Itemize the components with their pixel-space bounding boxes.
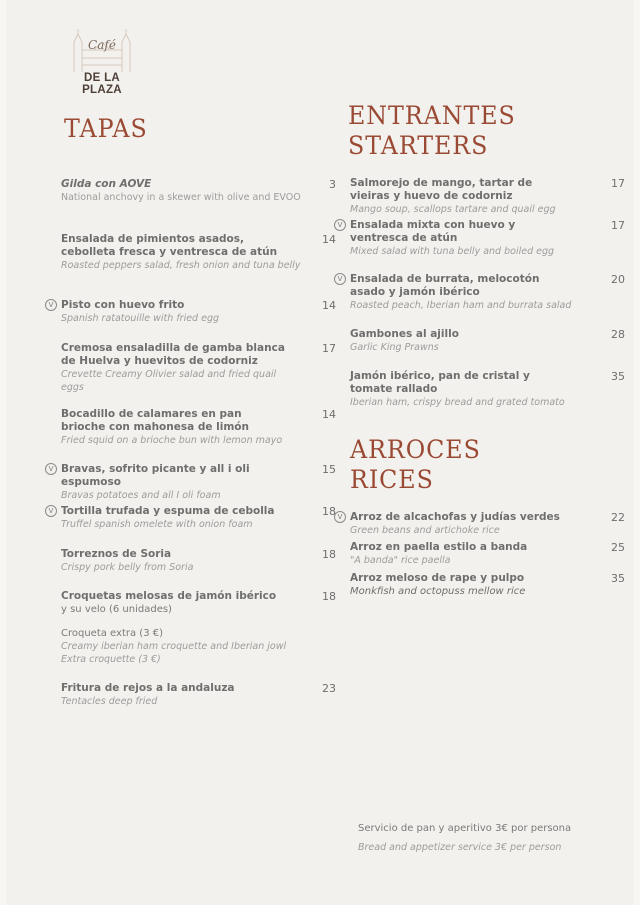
item-price: 17 xyxy=(611,177,625,190)
item-price: 14 xyxy=(322,233,336,246)
item-price: 22 xyxy=(611,511,625,524)
item-price: 17 xyxy=(611,219,625,232)
vegetarian-icon: V xyxy=(334,219,346,231)
starters-title-en: STARTERS xyxy=(348,131,489,160)
vegetarian-icon: V xyxy=(334,273,346,285)
menu-item xyxy=(350,541,625,567)
item-name: Torreznos de Soria xyxy=(61,548,172,560)
menu-item xyxy=(350,328,625,354)
item-name: Jamón ibérico, pan de cristal y tomate rallado xyxy=(350,370,530,395)
item-desc: Truffel spanish omelete with onion foam xyxy=(61,519,253,530)
cafe-logo xyxy=(66,28,138,96)
menu-item xyxy=(61,233,336,272)
item-desc: Green beans and artichoke rice xyxy=(350,525,500,536)
item-price: 28 xyxy=(611,328,625,341)
item-name: Pisto con huevo frito xyxy=(61,299,185,311)
rices-title-es: ARROCES xyxy=(350,435,481,464)
starters-title-es: ENTRANTES xyxy=(348,101,516,130)
item-name: Bocadillo de calamares en pan brioche con mahonesa de limón xyxy=(61,408,249,433)
item-name: Bravas, sofrito picante y all i oli espumoso xyxy=(61,463,250,488)
item-price: 35 xyxy=(611,370,625,383)
menu-item xyxy=(61,408,336,447)
item-desc: Iberian ham, crispy bread and grated tomato xyxy=(350,397,565,408)
item-extra: Croqueta extra (3 €) xyxy=(61,628,163,639)
menu-item xyxy=(350,177,625,216)
starters-title xyxy=(348,101,516,161)
menu-item xyxy=(48,299,336,325)
item-desc: National anchovy in a skewer with olive and EVOO xyxy=(61,192,301,203)
menu-item xyxy=(337,219,625,258)
menu-item xyxy=(61,342,336,394)
menu-item xyxy=(61,548,336,574)
item-desc: Crispy pork belly from Soria xyxy=(61,562,194,573)
item-price: 25 xyxy=(611,541,625,554)
item-desc: Tentacles deep fried xyxy=(61,696,158,707)
item-name: Cremosa ensaladilla de gamba blanca de Huelva y huevitos de codorniz xyxy=(61,342,285,367)
item-desc: Monkfish and octopuss mellow rice xyxy=(350,586,526,597)
menu-item xyxy=(48,463,336,502)
rices-title xyxy=(350,435,481,495)
item-price: 23 xyxy=(322,682,336,695)
service-note xyxy=(358,822,571,854)
item-price: 20 xyxy=(611,273,625,286)
vegetarian-icon: V xyxy=(45,299,57,311)
menu-page xyxy=(6,0,634,905)
item-price: 3 xyxy=(329,178,336,191)
item-name: Ensalada mixta con huevo y ventresca de atún xyxy=(350,219,516,244)
logo-script: Café xyxy=(88,38,116,52)
item-name: Arroz en paella estilo a banda xyxy=(350,541,528,553)
item-desc: Fried squid on a brioche bun with lemon mayo xyxy=(61,435,283,446)
item-price: 18 xyxy=(322,590,336,603)
item-name: Arroz de alcachofas y judías verdes xyxy=(350,511,560,523)
item-name: Arroz meloso de rape y pulpo xyxy=(350,572,525,584)
item-price: 35 xyxy=(611,572,625,585)
item-desc: Crevette Creamy Olivier salad and fried quail eggs xyxy=(61,369,277,393)
item-price: 18 xyxy=(322,548,336,561)
item-desc: Creamy iberian ham croquette and Iberian jowl xyxy=(61,641,287,652)
service-note-en: Bread and appetizer service 3€ per person xyxy=(358,842,562,853)
tapas-title: TAPAS xyxy=(64,114,148,143)
menu-item xyxy=(337,273,625,312)
menu-item xyxy=(48,505,336,531)
item-price: 15 xyxy=(322,463,336,476)
item-desc: Roasted peach, Iberian ham and burrata salad xyxy=(350,300,572,311)
item-desc: Spanish ratatouille with fried egg xyxy=(61,313,220,324)
item-price: 14 xyxy=(322,408,336,421)
item-desc-2: Extra croquette (3 €) xyxy=(61,654,161,665)
item-name: Fritura de rejos a la andaluza xyxy=(61,682,235,694)
vegetarian-icon: V xyxy=(334,511,346,523)
item-subtitle: y su velo (6 unidades) xyxy=(61,604,172,615)
item-desc: Mixed salad with tuna belly and boiled egg xyxy=(350,246,555,257)
item-name: Tortilla trufada y espuma de cebolla xyxy=(61,505,275,517)
menu-item xyxy=(350,572,625,598)
menu-item-extra xyxy=(61,627,336,666)
rices-title-en: RICES xyxy=(350,465,434,494)
item-price: 17 xyxy=(322,342,336,355)
item-name: Gilda con AOVE xyxy=(61,178,152,190)
menu-item xyxy=(61,590,336,616)
item-desc: "A banda" rice paella xyxy=(350,555,451,566)
service-note-es: Servicio de pan y aperitivo 3€ por persona xyxy=(358,823,572,834)
vegetarian-icon: V xyxy=(45,463,57,475)
item-name: Croquetas melosas de jamón ibérico xyxy=(61,590,277,602)
item-name: Ensalada de burrata, melocotón asado y jamón ibérico xyxy=(350,273,540,298)
vegetarian-icon: V xyxy=(45,505,57,517)
menu-item xyxy=(350,370,625,409)
item-desc: Garlic King Prawns xyxy=(350,342,439,353)
item-name: Ensalada de pimientos asados, cebolleta fresca y ventresca de atún xyxy=(61,233,278,258)
menu-item xyxy=(61,682,336,708)
item-price: 14 xyxy=(322,299,336,312)
item-desc: Roasted peppers salad, fresh onion and tuna belly xyxy=(61,260,301,271)
item-name: Salmorejo de mango, tartar de vieiras y huevo de codorniz xyxy=(350,177,533,202)
logo-name: DE LA PLAZA xyxy=(82,72,122,96)
item-desc: Bravas potatoes and all I oli foam xyxy=(61,490,221,501)
item-price: 18 xyxy=(322,505,336,518)
menu-item xyxy=(337,511,625,537)
item-name: Gambones al ajillo xyxy=(350,328,459,340)
menu-item xyxy=(61,178,336,204)
item-desc: Mango soup, scallops tartare and quail egg xyxy=(350,204,556,215)
